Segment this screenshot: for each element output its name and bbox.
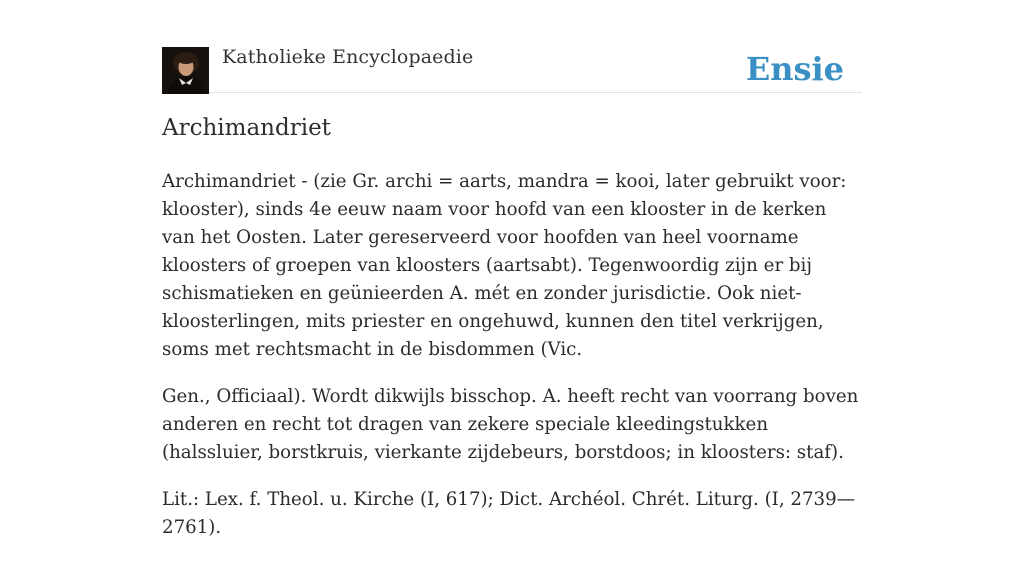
article-paragraph: Archimandriet - (zie Gr. archi = aarts, mandra = kooi, later gebruikt voor: klooster), sinds 4e eeuw naam voor hoofd van een klooster in de kerken van het Oosten. Later gereserveerd voor hoofden van heel voorname kloosters of groepen van kloosters (aartsabt). Tegenwoordig zijn er bij schismatieken en geünieerden A. mét en zonder jurisdictie. Ook niet-kloosterlingen, mits priester en ongehuwd, kunnen den titel verkrijgen, soms met rechtsmacht in de bisdommen (Vic. (162, 171, 847, 360)
article-paragraph: Gen., Officiaal). Wordt dikwijls bisschop. A. heeft recht van voorrang boven anderen en recht tot dragen van zekere speciale kleedingstukken (halssluier, borstkruis, vierkante zijdebeurs, borstdoos; in kloosters: staf). (162, 386, 859, 463)
portrait-avatar-icon[interactable] (162, 47, 209, 94)
brand-logo[interactable]: Ensie (745, 50, 844, 88)
header (162, 44, 862, 93)
site-name[interactable]: Katholieke Encyclopaedie (222, 46, 474, 68)
page-title: Archimandriet (162, 115, 331, 141)
article-body (162, 168, 862, 561)
article-paragraph: Lit.: Lex. f. Theol. u. Kirche (I, 617); Dict. Archéol. Chrét. Liturg. (I, 2739—2761). (162, 489, 855, 538)
